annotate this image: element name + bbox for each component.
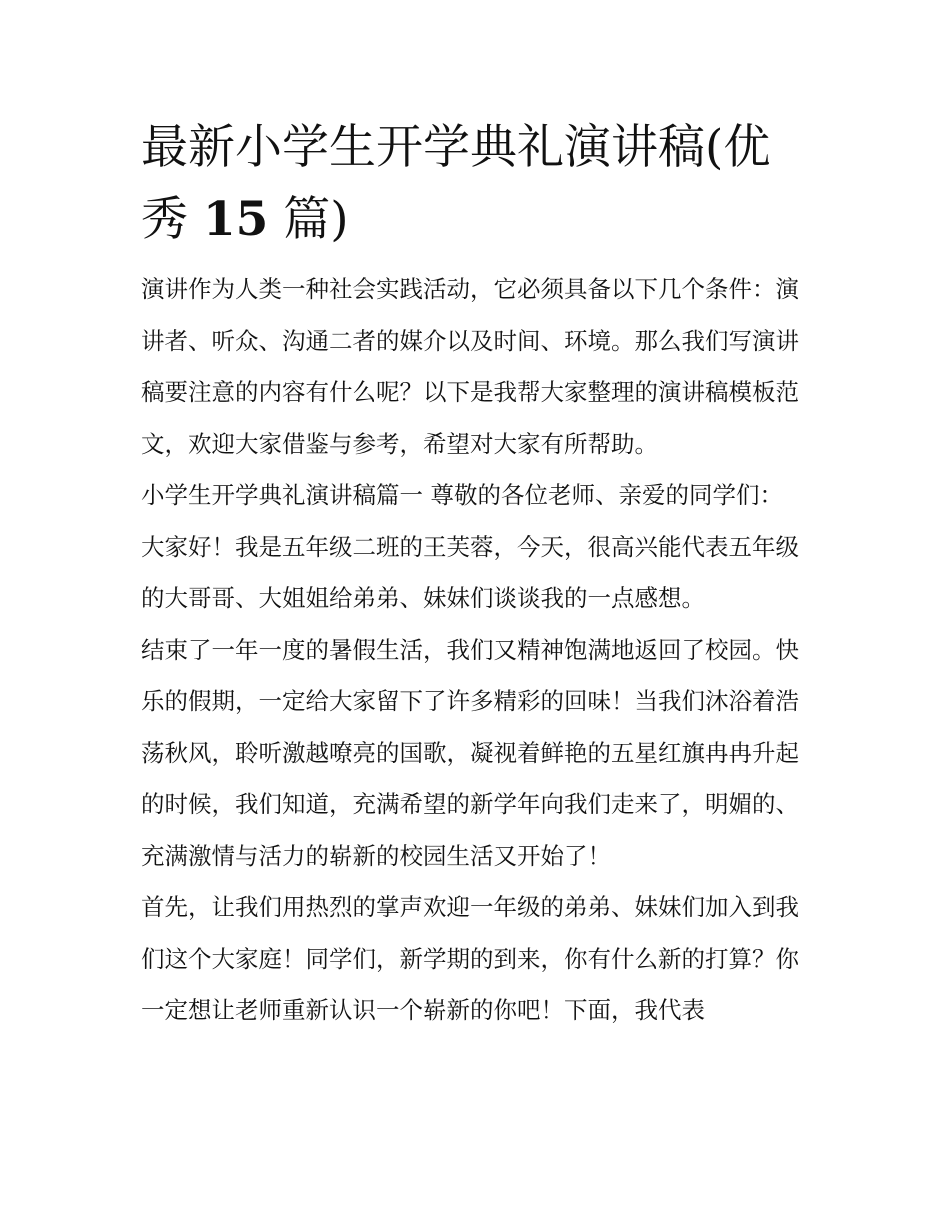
document-content (141, 112, 813, 1037)
greeting-paragraph: 大家好！我是五年级二班的王芙蓉，今天，很高兴能代表五年级的大哥哥、大姐姐给弟弟、妹妹们谈谈我的一点感想。 (141, 532, 799, 612)
page-title (141, 112, 813, 256)
body-paragraph: 结束了一年一度的暑假生活，我们又精神饱满地返回了校园。快乐的假期，一定给大家留下了许多精彩的回味！当我们沐浴着浩荡秋风，聆听激越嘹亮的国歌，凝视着鲜艳的五星红旗冉冉升起的时候，我们知道，充满希望的新学年向我们走来了，明媚的、充满激情与活力的崭新的校园生活又开始了！ (141, 635, 799, 870)
title-line-1: 最新小学生开学典礼演讲稿(优 (141, 120, 771, 175)
section-heading-paragraph: 小学生开学典礼演讲稿篇一 尊敬的各位老师、亲爱的同学们： (141, 481, 783, 509)
title-line-2-prefix: 秀 (141, 192, 203, 247)
title-line-2-suffix: 篇) (268, 192, 349, 247)
intro-paragraph: 演讲作为人类一种社会实践活动，它必须具备以下几个条件：演讲者、听众、沟通二者的媒介以及时间、环境。那么我们写演讲稿要注意的内容有什么呢？以下是我帮大家整理的演讲稿模板范文，欢迎大家借鉴与参考，希望对大家有所帮助。 (141, 275, 799, 458)
body-paragraph: 首先，让我们用热烈的掌声欢迎一年级的弟弟、妹妹们加入到我们这个大家庭！同学们，新学期的到来，你有什么新的打算？你一定想让老师重新认识一个崭新的你吧！下面，我代表 (141, 893, 799, 1024)
title-number: 15 (202, 192, 269, 247)
